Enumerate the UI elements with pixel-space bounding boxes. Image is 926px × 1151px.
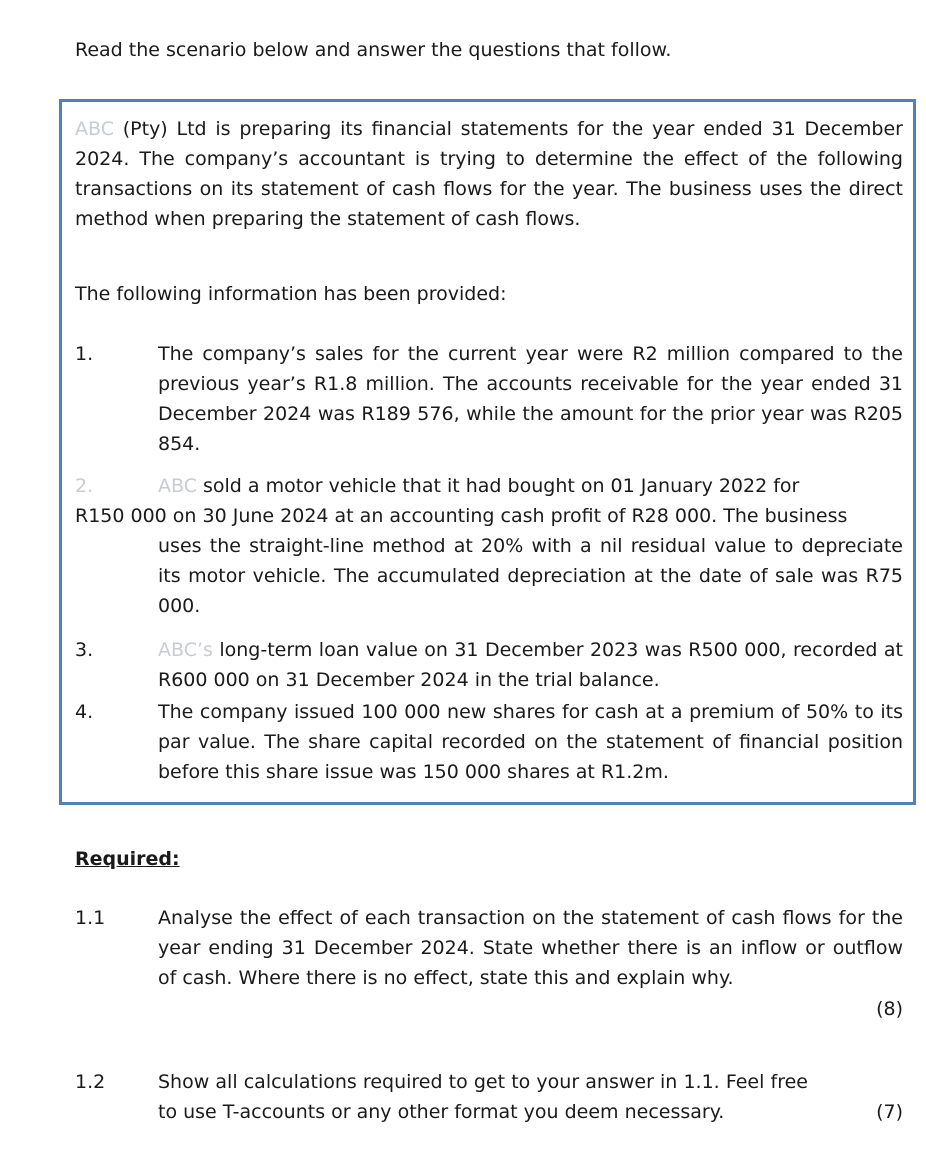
- question-marks: (7): [876, 1101, 903, 1123]
- question-number: 1.2: [75, 1071, 106, 1093]
- question-number: 1.1: [75, 907, 106, 929]
- question-marks: (8): [876, 998, 903, 1020]
- item-number: 4.: [75, 701, 94, 723]
- item-text-body: long-term loan value on 31 December 2023 was R500 000, recorded at R600 000 on 31 December 2024 in the trial balance.: [158, 639, 903, 691]
- question-text: Analyse the effect of each transaction on the statement of cash flows for the year ending 31 December 2024. State whether there is an inflow or outflow of cash. Where there is no effect, state this and explain why.: [158, 907, 903, 989]
- item-text: sold a motor vehicle that it had bought on 01 January 2022 for: [196, 475, 800, 497]
- item-text: uses the straight-line method at 20% with a nil residual value to depreciate its motor vehicle. The accumulated depreciation at the date of sale was R75 000.: [158, 535, 903, 617]
- scenario-paragraph: [75, 114, 903, 234]
- item-number: 3.: [75, 639, 94, 661]
- company-name-faded: ABC: [158, 475, 197, 497]
- item-text: [158, 635, 903, 695]
- company-name-faded: ABC’s: [158, 639, 213, 661]
- item-number: 1.: [75, 343, 94, 365]
- question-text: Show all calculations required to get to your answer in 1.1. Feel free to use T-accounts or any other format you deem necessary.: [158, 1071, 808, 1123]
- required-heading: Required:: [75, 848, 180, 870]
- item-wrap-line: R150 000 on 30 June 2024 at an accounting cash profit of R28 000. The business: [75, 505, 848, 527]
- item-text: The company’s sales for the current year were R2 million compared to the previous year’s R1.8 million. The accounts receivable for the year ended 31 December 2024 was R189 576, while the amount for the prior year was R205 854.: [158, 343, 903, 455]
- scenario-paragraph-text: (Pty) Ltd is preparing its financial statements for the year ended 31 December 2024. The company’s accountant is trying to determine the effect of the following transactions on its statement of cash flows for the year. The business uses the direct method when preparing the statement of cash flows.: [75, 118, 903, 230]
- info-provided-line: The following information has been provided:: [75, 283, 507, 305]
- item-text: The company issued 100 000 new shares for cash at a premium of 50% to its par value. The share capital recorded on the statement of financial position before this share issue was 150 000 shares at R1.2m.: [158, 701, 903, 783]
- company-name-faded: ABC: [75, 118, 114, 140]
- item-number: 2.: [75, 475, 94, 497]
- item-first-line: [158, 471, 799, 501]
- intro-instruction: Read the scenario below and answer the questions that follow.: [75, 39, 672, 61]
